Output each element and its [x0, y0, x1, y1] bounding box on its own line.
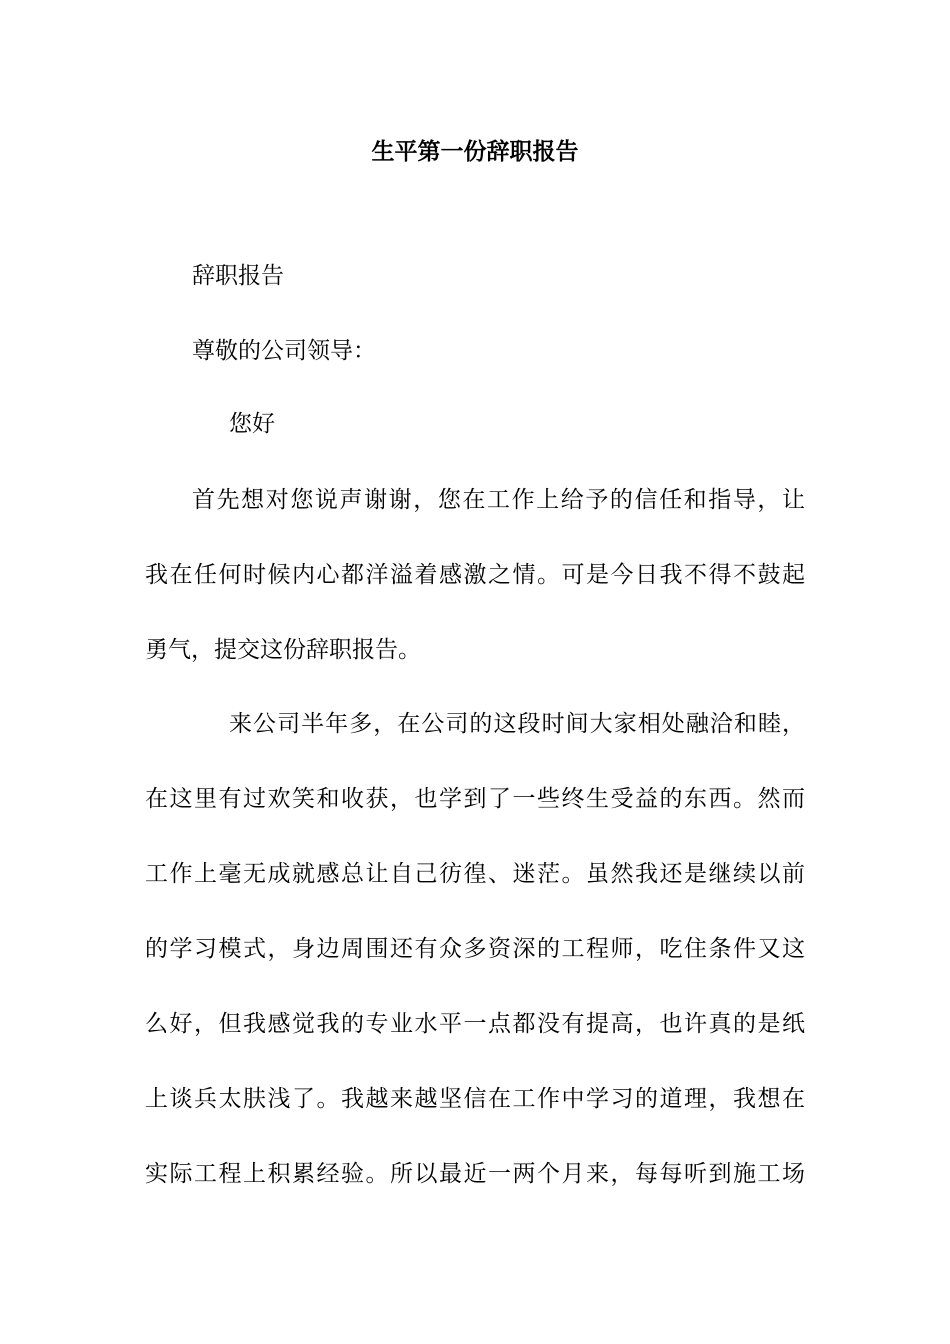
paragraph-line: 在这里有过欢笑和收获，也学到了一些终生受益的东西。然而 [145, 786, 805, 812]
paragraph-line: 勇气，提交这份辞职报告。 [145, 637, 421, 663]
letter-salutation: 尊敬的公司领导： [192, 338, 376, 364]
paragraph-line: 来公司半年多，在公司的这段时间大家相处融洽和睦， [229, 711, 805, 737]
paragraph-line: 工作上毫无成就感总让自己彷徨、迷茫。虽然我还是继续以前 [145, 861, 805, 887]
paragraph-line: 的学习模式，身边周围还有众多资深的工程师，吃住条件又这 [145, 936, 805, 962]
paragraph-line: 实际工程上积累经验。所以最近一两个月来，每每听到施工场 [145, 1161, 805, 1187]
paragraph-line: 我在任何时候内心都洋溢着感激之情。可是今日我不得不鼓起 [145, 562, 805, 588]
paragraph-line: 上谈兵太肤浅了。我越来越坚信在工作中学习的道理，我想在 [145, 1086, 805, 1112]
document-title: 生平第一份辞职报告 [371, 138, 579, 165]
paragraph-line: 么好，但我感觉我的专业水平一点都没有提高，也许真的是纸 [145, 1011, 805, 1037]
letter-heading: 辞职报告 [192, 263, 284, 289]
paragraph-line: 首先想对您说声谢谢，您在工作上给予的信任和指导，让 [192, 487, 805, 513]
letter-greeting: 您好 [229, 411, 275, 437]
